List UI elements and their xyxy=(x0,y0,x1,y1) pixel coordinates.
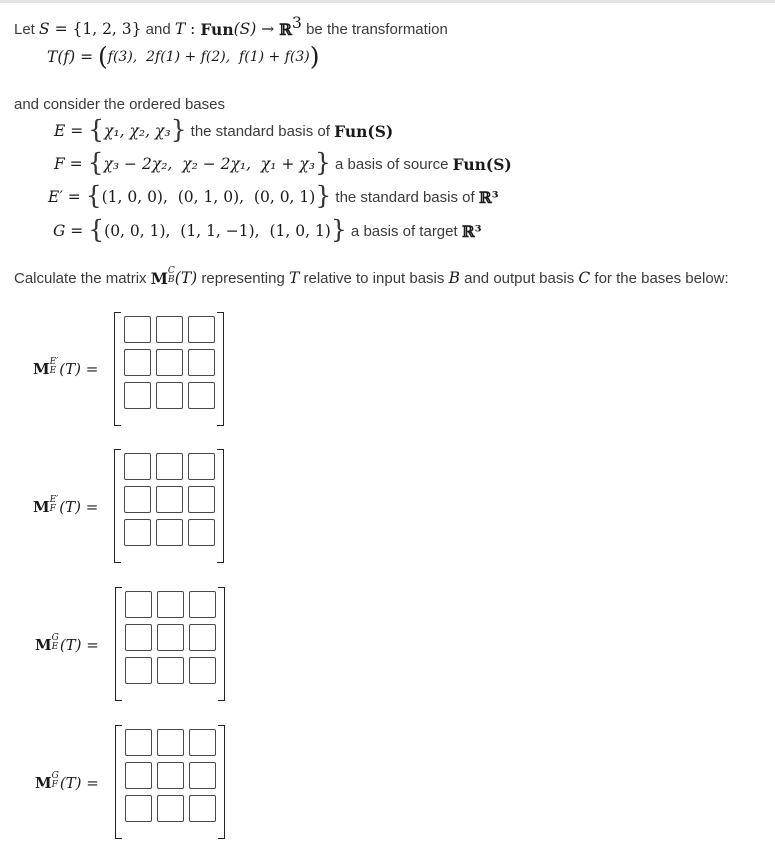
basis-elements: χ₁, χ₂, χ₃ xyxy=(104,122,171,140)
matrix-cell-input[interactable] xyxy=(188,349,215,376)
answer-matrix-3 xyxy=(115,587,225,699)
question-mid1: representing xyxy=(197,269,289,287)
right-brace-icon: } xyxy=(314,148,331,177)
matrix-cell-input[interactable] xyxy=(156,316,183,343)
basis-g xyxy=(53,215,482,244)
matrix-sup: E′ xyxy=(49,357,59,367)
left-brace-icon: { xyxy=(87,148,104,177)
question-mid2: relative to input basis xyxy=(299,269,449,287)
basis-name: E′ = xyxy=(48,188,86,206)
left-bracket xyxy=(115,587,122,701)
answer-matrix-4 xyxy=(115,725,225,837)
question-mid3: and output basis xyxy=(459,269,579,287)
matrix-cell-input[interactable] xyxy=(125,591,152,618)
basis-name: E = xyxy=(54,122,89,140)
basis-e xyxy=(54,115,394,144)
matrix-cell-input[interactable] xyxy=(125,729,152,756)
basis-elements: (1, 0, 0), (0, 1, 0), (0, 0, 1) xyxy=(101,188,316,206)
basis-space: Fun(S) xyxy=(452,154,512,174)
matrix-cell-input[interactable] xyxy=(125,657,152,684)
transform-lhs: T(f) = xyxy=(47,48,99,66)
matrix-scripts xyxy=(52,634,59,652)
left-bracket xyxy=(114,449,121,563)
intro-and: and xyxy=(141,20,175,38)
matrix-cell-input[interactable] xyxy=(157,762,184,789)
matrix-arg: (T) = xyxy=(59,360,99,378)
matrix-cell-input[interactable] xyxy=(188,486,215,513)
answer-label-2 xyxy=(33,496,98,518)
left-paren-icon: ( xyxy=(98,42,108,71)
matrix-cell-input[interactable] xyxy=(156,486,183,513)
answer-label-1 xyxy=(33,358,98,380)
matrix-cell-input[interactable] xyxy=(124,519,151,546)
question-prefix: Calculate the matrix xyxy=(14,269,151,287)
matrix-cell-input[interactable] xyxy=(125,762,152,789)
question-line xyxy=(14,266,729,290)
basis-elements: χ₃ − 2χ₂, χ₂ − 2χ₁, χ₁ + χ₃ xyxy=(103,155,315,173)
matrix-cell-input[interactable] xyxy=(157,729,184,756)
top-border xyxy=(0,0,775,3)
matrix-cell-input[interactable] xyxy=(124,382,151,409)
right-brace-icon: } xyxy=(315,181,332,210)
matrix-cell-input[interactable] xyxy=(188,382,215,409)
matrix-cell-input[interactable] xyxy=(188,453,215,480)
matrix-cell-input[interactable] xyxy=(124,316,151,343)
basis-elements: (0, 0, 1), (1, 1, −1), (1, 0, 1) xyxy=(104,222,331,240)
basis-space: Fun(S) xyxy=(334,121,394,141)
transform-formula xyxy=(47,43,319,71)
matrix-arg: (T) = xyxy=(59,498,99,516)
question-arg: (T) xyxy=(174,269,198,287)
basis-description: the standard basis of xyxy=(186,122,335,140)
map-colon: : xyxy=(185,20,201,38)
matrix-cell-input[interactable] xyxy=(156,453,183,480)
left-brace-icon: { xyxy=(88,215,105,244)
matrix-cell-input[interactable] xyxy=(189,624,216,651)
matrix-cell-input[interactable] xyxy=(188,519,215,546)
matrix-cell-input[interactable] xyxy=(189,591,216,618)
answer-label-3 xyxy=(35,634,99,656)
right-bracket xyxy=(217,312,224,426)
question-scripts xyxy=(168,267,175,285)
question-sup: C xyxy=(167,266,175,276)
matrix-cell-input[interactable] xyxy=(156,349,183,376)
basis-e-prime xyxy=(48,181,499,210)
matrix-cell-input[interactable] xyxy=(124,349,151,376)
matrix-cell-input[interactable] xyxy=(157,657,184,684)
basis-description: a basis of target xyxy=(346,222,462,240)
intro-suffix: be the transformation xyxy=(301,20,448,38)
basis-space: ℝ³ xyxy=(461,221,482,241)
matrix-sub: F xyxy=(51,780,58,790)
matrix-symbol: M xyxy=(33,360,50,378)
transform-components: f(3), 2f(1) + f(2), f(1) + f(3) xyxy=(107,49,310,65)
matrix-arg: (T) = xyxy=(59,636,99,654)
matrix-cell-input[interactable] xyxy=(125,795,152,822)
question-b: B xyxy=(448,269,460,287)
matrix-symbol: M xyxy=(33,498,50,516)
intro-line xyxy=(14,14,448,40)
matrix-cell-input[interactable] xyxy=(188,316,215,343)
question-sub: B xyxy=(167,275,175,285)
matrix-sub: E xyxy=(49,366,57,376)
set-definition: = {1, 2, 3} xyxy=(49,20,142,38)
matrix-sup: E′ xyxy=(49,495,59,505)
right-brace-icon: } xyxy=(170,115,187,144)
matrix-scripts xyxy=(50,358,59,376)
left-brace-icon: { xyxy=(88,115,105,144)
matrix-cell-input[interactable] xyxy=(125,624,152,651)
matrix-cell-input[interactable] xyxy=(124,486,151,513)
matrix-scripts xyxy=(50,496,59,514)
answer-label-4 xyxy=(35,772,99,794)
answer-matrix-2 xyxy=(114,449,224,561)
question-t: T xyxy=(288,269,300,287)
matrix-cell-input[interactable] xyxy=(156,519,183,546)
left-bracket xyxy=(114,312,121,426)
right-brace-icon: } xyxy=(330,215,347,244)
matrix-sup: G xyxy=(51,771,59,781)
matrix-symbol: M xyxy=(35,774,52,792)
arrow-icon: → xyxy=(256,20,280,38)
r3-exponent: 3 xyxy=(292,14,302,32)
question-c: C xyxy=(578,269,591,287)
right-bracket xyxy=(218,725,225,839)
right-bracket xyxy=(217,449,224,563)
right-paren-icon: ) xyxy=(309,42,320,71)
question-suffix: for the bases below: xyxy=(590,269,729,287)
matrix-cell-input[interactable] xyxy=(189,657,216,684)
basis-f xyxy=(54,148,512,177)
matrix-cell-input[interactable] xyxy=(157,591,184,618)
intro-prefix: Let xyxy=(14,20,40,38)
matrix-cell-input[interactable] xyxy=(156,382,183,409)
matrix-symbol: M xyxy=(35,636,52,654)
basis-description: a basis of source xyxy=(330,155,453,173)
matrix-sub: E xyxy=(51,642,59,652)
matrix-cell-input[interactable] xyxy=(157,624,184,651)
fun-arg: (S) xyxy=(233,20,257,38)
right-bracket xyxy=(218,587,225,701)
fun-label: Fun xyxy=(200,19,234,39)
answer-matrix-1 xyxy=(114,312,224,424)
left-brace-icon: { xyxy=(85,181,102,210)
basis-description: the standard basis of xyxy=(331,188,479,206)
matrix-cell-input[interactable] xyxy=(157,795,184,822)
set-s: S xyxy=(39,20,50,38)
question-matrix: M xyxy=(150,268,168,288)
consider-line xyxy=(14,93,225,115)
matrix-sub: F xyxy=(49,504,56,514)
matrix-cell-input[interactable] xyxy=(124,453,151,480)
matrix-cell-input[interactable] xyxy=(189,729,216,756)
basis-name: G = xyxy=(53,222,89,240)
matrix-sup: G xyxy=(51,633,59,643)
basis-name: F = xyxy=(54,155,88,173)
left-bracket xyxy=(115,725,122,839)
matrix-cell-input[interactable] xyxy=(189,762,216,789)
r3-symbol: ℝ xyxy=(279,19,293,39)
matrix-cell-input[interactable] xyxy=(189,795,216,822)
matrix-arg: (T) = xyxy=(59,774,99,792)
consider-text: and consider the ordered bases xyxy=(14,95,225,113)
matrix-scripts xyxy=(52,772,59,790)
map-t: T xyxy=(174,20,186,38)
basis-space: ℝ³ xyxy=(478,187,499,207)
